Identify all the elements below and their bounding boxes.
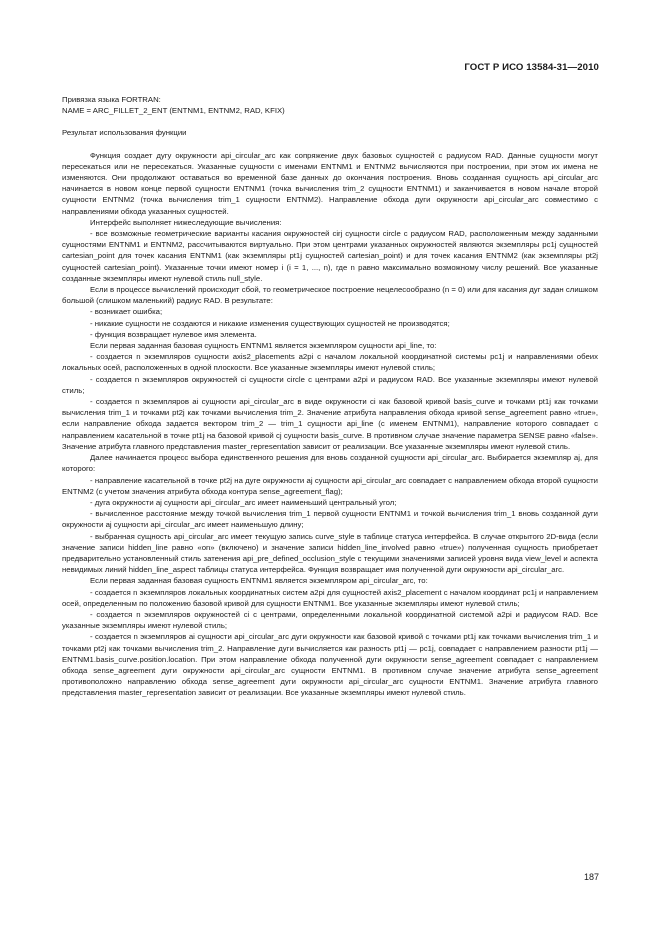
paragraph: - функция возвращает нулевое имя элемента. bbox=[90, 329, 257, 339]
paragraph: - создается n экземпляров ai сущности api_circular_arc в виде окружности ci как базовой кривой basis_curve и точками pt1j как точками вычисления trim_1 и точками pt2j как точками вычисления trim_2. Значение атрибута направления обхода кривой sense_agreement равно «true», если направление обхода задается вектором trim_2 — trim_1 сущности api_line (с именем ENTNM1), направление которого совпадает с направлением касательной в точке pt1j на базовой кривой cj сущности basis_curve. В противном случае значение параметра SENSE равно «false». Значение атрибута главного представления master_representation зависит от реализации. Все указанные экземпляры имеют нулевой стиль. bbox=[62, 397, 598, 451]
paragraph: Интерфейс выполняет нижеследующие вычисления: bbox=[90, 217, 282, 227]
paragraph: - выбранная сущность api_circular_arc имеет текущую запись curve_style в таблице статуса интерфейса. В случае открытого 2D-вида (если значение записи hidden_line равно «on» (включено) и значение записи hidden_line_involved равно «true») полученная сущность приобретает предварительно установленный стиль затенения api_pre_defined_occlusion_style с текущими значениями записей уровня вида view_level и аспекта невидимых линий hidden_line_aspect таблицы статуса интерфейса. Функция возвращает имя полученной дуги окружности api_circular_arc. bbox=[62, 531, 598, 575]
paragraph: Если первая заданная базовая сущность ENTNM1 является экземпляром сущности api_line, то: bbox=[90, 341, 437, 351]
binding-label: Привязка языка FORTRAN: bbox=[62, 95, 161, 104]
paragraph: - дуга окружности aj сущности api_circular_arc имеет наименьший центральный угол; bbox=[90, 497, 397, 507]
paragraph: - никакие сущности не создаются и никакие изменения существующих сущностей не производятся; bbox=[90, 318, 450, 328]
paragraph: - создается n экземпляров сущности axis2_placements a2pi с началом локальной координатной системы pc1j и направлениями обеих локальных осей, расположенных в одной плоскости. Все указанные экземпляры имеют нулевой стиль; bbox=[62, 352, 598, 373]
paragraph: Если в процессе вычислений происходит сбой, то геометрическое построение нецелесообразно (n = 0) или для касания дуг задан слишком большой (слишком маленький) радиус RAD. В результате: bbox=[62, 285, 598, 306]
paragraph: Далее начинается процесс выбора единственного решения для вновь созданной сущности api_circular_arc. Выбирается экземпляр aj, для которого: bbox=[62, 453, 598, 474]
paragraph: - возникает ошибка; bbox=[90, 307, 163, 317]
binding-signature: NAME = ARC_FILLET_2_ENT (ENTNM1, ENTNM2, RAD, KFIX) bbox=[62, 106, 285, 116]
paragraph: - создается n экземпляров окружностей ci с центрами, определенными локальной координатной системой a2pi и радиусом RAD. Все указанные экземпляры имеют нулевой стиль; bbox=[62, 609, 598, 631]
paragraph: - создается n экземпляров окружностей ci сущности circle с центрами a2pi и радиусом RAD. Все указанные экземпляры имеют нулевой стиль; bbox=[62, 374, 598, 395]
paragraph: Функция создает дугу окружности api_circular_arc как сопряжение двух базовых сущностей с радиусом RAD. Данные сущности могут пересекаться или не пересекаться. Указанные сущности с именами ENTNM1 и ENTNM2 вычисляются при построении, при этом их имена не изменяются. Они продолжают оставаться во временной базе данных до окончания построения. Вновь созданная сущность api_circular_arc начинается в новом конце первой сущности ENTNM1 (точка вычисления trim_2 сущности ENTNM1) и заканчивается в новом начале второй сущности ENTNM2 (точка вычисления trim_1 сущности ENTNM2). Направление обхода дуги окружности api_circular_arc совместимо с направлениями обхода указанных сущностей. bbox=[62, 150, 598, 216]
paragraph: Если первая заданная базовая сущность ENTNM1 является экземпляром api_circular_arc, то: bbox=[90, 576, 428, 586]
page-content bbox=[62, 94, 598, 699]
paragraph: - все возможные геометрические варианты касания окружностей cirj сущности circle с радиусом RAD, расположенным между заданными сущностями ENTNM1 и ENTNM2, рассчитываются виртуально. При этом центрами указанных окружностей являются экземпляры pc1j сущностей cartesian_point для точек касания ENTNM1 (как экземпляры pt1j сущностей cartesian_point) и для точек касания ENTNM2 (как экземпляры pt2j сущностей cartesian_point). Указанные точки имеют номер i (i = 1, ..., n), где n равно максимально возможному числу решений. Все указанные созданные экземпляры имеют нулевой стиль null_style. bbox=[62, 229, 598, 283]
paragraph: - направление касательной в точке pt2j на дуге окружности aj сущности api_circular_arc совпадает с направлением обхода второй сущности ENTNM2 (с учетом значения атрибута обхода контура sense_agreement_flag); bbox=[62, 475, 598, 496]
page-number: 187 bbox=[583, 872, 599, 882]
document-header: ГОСТ Р ИСО 13584-31—2010 bbox=[464, 62, 599, 73]
paragraph: - создается n экземпляров локальных координатных систем a2pi для сущностей axis2_placement с началом координат pc1j и направлением осей, определенным по положению базовой кривой для сущности ENTNM1. Все указанные экземпляры имеют нулевой стиль; bbox=[62, 587, 598, 608]
paragraph: - создается n экземпляров ai сущности api_circular_arc дуги окружности как базовой кривой с точками pt1j как точками вычисления trim_1 и точками pt2j как точками вычисления trim_2. Направление дуги вычисляется как разность pt1j — pc1j, совпадает с направлением разности pt1j — ENTNM1.basis_curve.position.location. При этом направление обхода полученной дуги окружности sense_agreement совпадает с направлением обхода sense_agreement дуги окружности api_circular_arc сущности ENTNM1. В противном случае значение атрибута sense_agreement противоположно направлению обхода sense_agreement дуги окружности api_circular_arc сущности ENTNM1. Значение атрибута главного представления master_representation зависит от реализации. Все указанные экземпляры имеют нулевой стиль. bbox=[62, 632, 598, 698]
section-title: Результат использования функции bbox=[62, 128, 187, 138]
paragraph: - вычисленное расстояние между точкой вычисления trim_1 первой сущности ENTNM1 и точкой вычисления trim_1 вновь созданной дуги окружности aj сущности api_circular_arc имеет наименьшую длину; bbox=[62, 509, 598, 530]
paragraph-list bbox=[62, 150, 598, 699]
